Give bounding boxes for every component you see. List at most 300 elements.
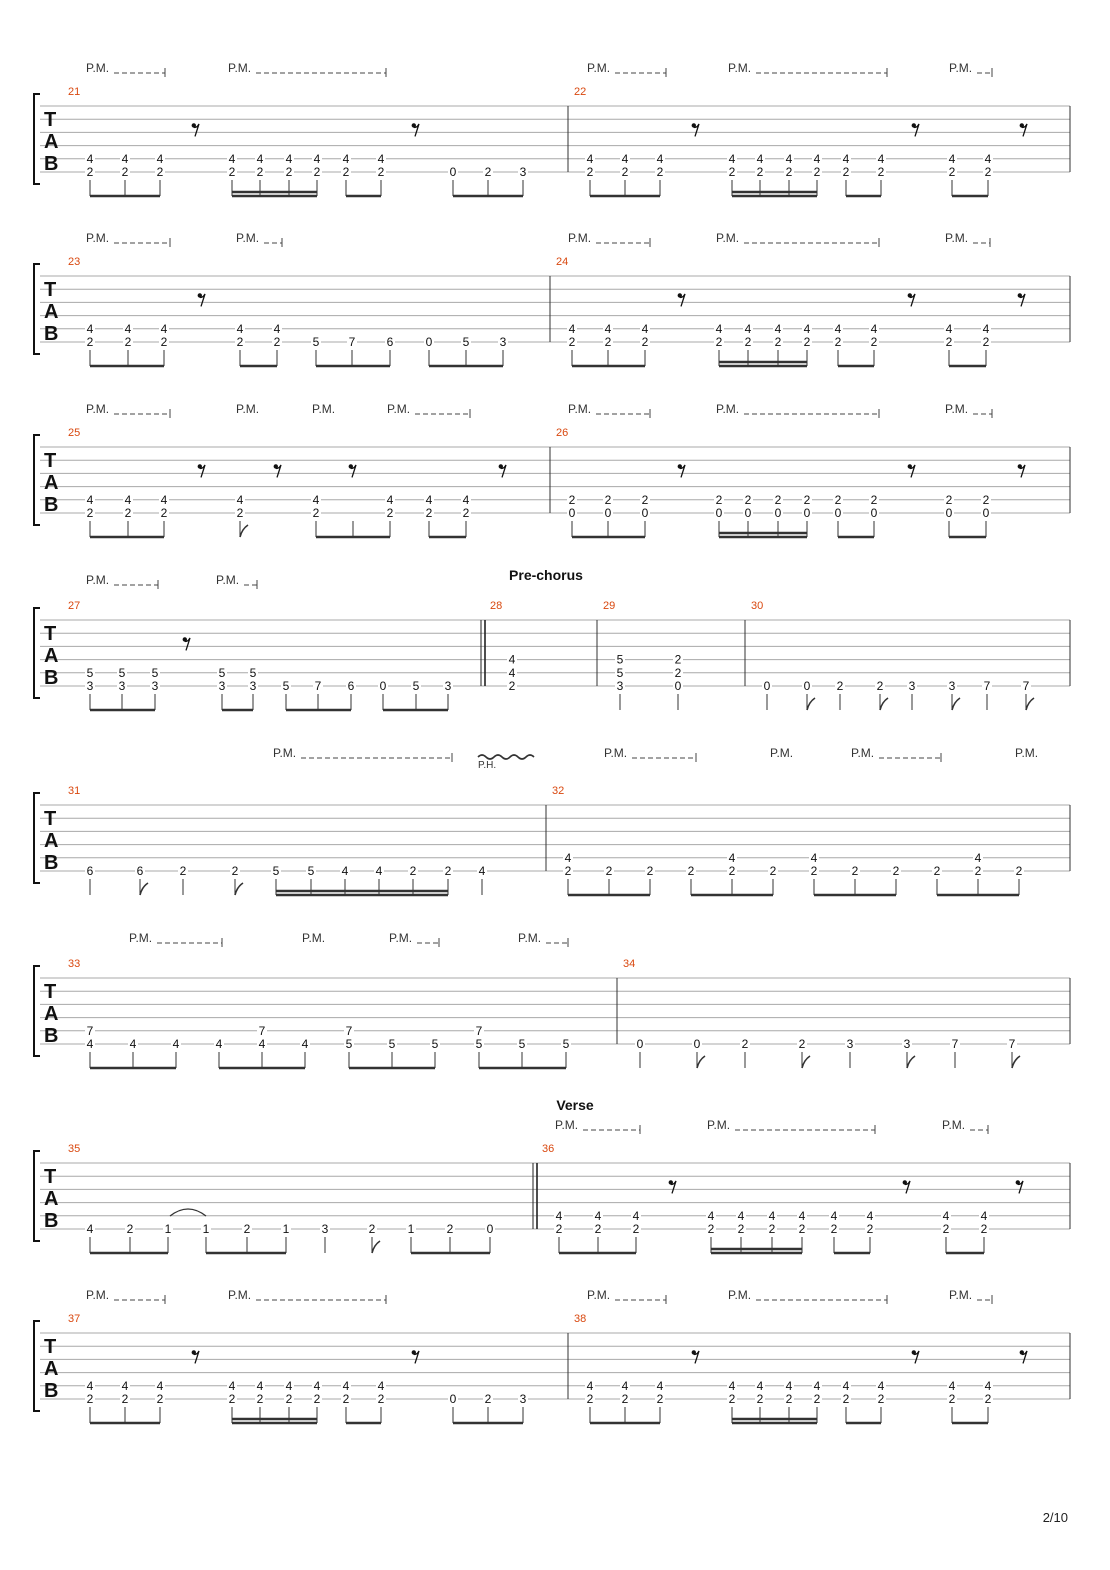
tab-fret-number: 4 [656,151,664,166]
tab-fret-number: 2 [285,165,293,179]
palm-mute-label: P.M. [568,231,592,245]
tab-fret-number: 2 [377,165,385,179]
tab-fret-number: 2 [768,1222,776,1236]
tab-fret-number: 4 [86,1037,94,1051]
palm-mute-label: P.M. [129,931,153,945]
tab-fret-number: 2 [586,1392,594,1406]
tab-fret-number: 3 [903,1037,911,1051]
tab-fret-number: 0 [604,506,612,520]
tab-fret-number: 2 [313,1392,321,1406]
tab-fret-number: 5 [282,679,290,693]
tab-fret-number: 0 [449,165,457,179]
tab-system [34,608,1070,710]
tab-fret-number: 4 [86,1378,94,1393]
tab-fret-number: 4 [737,1208,745,1223]
palm-mute-label: P.M. [86,402,110,416]
eighth-rest [349,464,356,477]
tab-fret-number: 2 [160,506,168,520]
tab-clef-letter: A [44,645,59,667]
tab-clef-letter: T [44,450,57,472]
tab-fret-number: 6 [347,679,355,693]
tab-fret-number: 3 [218,679,226,693]
tab-system [34,264,1070,366]
tab-fret-number: 4 [830,1208,838,1223]
tab-fret-number: 2 [744,492,752,507]
tab-clef-letter: B [44,852,59,874]
tab-fret-number: 2 [621,1392,629,1406]
tab-fret-number: 2 [632,1222,640,1236]
tab-fret-number: 2 [508,679,516,693]
note-flag [802,1056,810,1068]
tab-system [34,1321,1070,1423]
tab-fret-number: 4 [756,151,764,166]
tab-fret-number: 3 [908,679,916,693]
tab-fret-number: 4 [172,1037,180,1051]
tab-fret-number: 4 [785,1378,793,1393]
measure-number: 25 [68,427,81,439]
tab-fret-number: 4 [621,1378,629,1393]
tab-fret-number: 2 [810,864,818,878]
tab-fret-number: 4 [462,492,470,507]
tab-fret-number: 2 [674,652,682,667]
tab-fret-number: 5 [151,665,159,680]
tab-fret-number: 4 [160,492,168,507]
tab-fret-number: 2 [555,1222,563,1236]
tab-clef-letter: B [44,323,59,345]
tab-fret-number: 2 [86,1392,94,1406]
eighth-rest [912,1350,919,1363]
tab-fret-number: 2 [285,1392,293,1406]
eighth-rest [1018,464,1025,477]
tab-fret-number: 3 [86,679,94,693]
tab-fret-number: 4 [156,1378,164,1393]
tab-fret-number: 4 [744,321,752,336]
tab-fret-number: 4 [508,652,516,667]
tab-clef-letter: A [44,301,59,323]
tab-fret-number: 2 [836,679,844,693]
tab-fret-number: 4 [870,321,878,336]
palm-mute-label: P.M. [851,746,875,760]
tab-fret-number: 2 [377,1392,385,1406]
tab-clef-letter: A [44,1188,59,1210]
eighth-rest [198,464,205,477]
tab-fret-number: 2 [741,1037,749,1051]
palm-mute-label: P.M. [312,402,336,416]
eighth-rest [692,123,699,136]
tab-fret-number: 4 [842,151,850,166]
measure-number: 24 [556,256,569,268]
tab-clef-letter: T [44,808,57,830]
tab-fret-number: 2 [707,1222,715,1236]
tab-fret-number: 0 [641,506,649,520]
tab-fret-number: 4 [586,151,594,166]
tab-fret-number: 0 [568,506,576,520]
tab-fret-number: 2 [568,335,576,349]
tab-fret-number: 4 [564,850,572,865]
tab-fret-number: 5 [475,1037,483,1051]
tab-fret-number: 2 [342,1392,350,1406]
eighth-rest [412,1350,419,1363]
tab-clef-letter: A [44,1358,59,1380]
palm-mute-label: P.M. [86,573,110,587]
tab-fret-number: 4 [866,1208,874,1223]
tab-fret-number: 4 [656,1378,664,1393]
tab-fret-number: 4 [124,321,132,336]
tab-fret-number: 2 [228,165,236,179]
tab-fret-number: 4 [942,1208,950,1223]
system-bracket [34,608,40,698]
tab-fret-number: 5 [616,665,624,680]
page-number: 2/10 [1042,1510,1068,1525]
system-bracket [34,94,40,184]
tab-fret-number: 4 [236,492,244,507]
palm-mute-label: P.M. [236,402,260,416]
tab-fret-number: 2 [980,1222,988,1236]
tab-fret-number: 3 [519,165,527,179]
tab-fret-number: 4 [945,321,953,336]
tab-fret-number: 2 [737,1222,745,1236]
system-bracket [34,966,40,1056]
tab-fret-number: 1 [202,1222,210,1236]
tab-fret-number: 4 [785,151,793,166]
palm-mute-label: P.M. [86,61,110,75]
tab-fret-number: 4 [984,151,992,166]
palm-mute-label: P.M. [387,402,411,416]
system-bracket [34,1321,40,1411]
tab-fret-number: 4 [632,1208,640,1223]
tab-system [34,793,1070,895]
tab-fret-number: 3 [444,679,452,693]
tab-clef-letter: T [44,981,57,1003]
tab-fret-number: 5 [518,1037,526,1051]
tab-fret-number: 4 [478,864,486,878]
tab-fret-number: 4 [129,1037,137,1051]
tab-fret-number: 2 [641,335,649,349]
tab-fret-number: 2 [715,492,723,507]
tab-fret-number: 2 [728,165,736,179]
tab-fret-number: 7 [86,1023,94,1038]
tab-system [34,966,1070,1068]
tab-fret-number: 3 [499,335,507,349]
tab-clef-letter: B [44,1380,59,1402]
tab-fret-number: 0 [379,679,387,693]
tab-fret-number: 4 [342,1378,350,1393]
eighth-rest [192,1350,199,1363]
tab-fret-number: 2 [484,165,492,179]
tab-fret-number: 2 [866,1222,874,1236]
tab-fret-number: 5 [562,1037,570,1051]
tab-fret-number: 4 [798,1208,806,1223]
tab-fret-number: 7 [983,679,991,693]
measure-number: 36 [542,1143,555,1155]
tab-fret-number: 4 [715,321,723,336]
tab-fret-number: 2 [842,165,850,179]
tab-fret-number: 2 [409,864,417,878]
tab-fret-number: 2 [273,335,281,349]
tab-fret-number: 2 [870,492,878,507]
tab-fret-number: 4 [86,321,94,336]
tab-fret-number: 2 [256,1392,264,1406]
eighth-rest [1016,1180,1023,1193]
palm-mute-label: P.M. [945,402,969,416]
tab-fret-number: 4 [375,864,383,878]
tab-fret-number: 7 [475,1023,483,1038]
tab-fret-number: 2 [462,506,470,520]
tab-fret-number: 2 [774,335,782,349]
tab-fret-number: 2 [604,335,612,349]
tab-fret-number: 4 [568,321,576,336]
tab-fret-number: 0 [636,1037,644,1051]
palm-mute-label: P.M. [302,931,326,945]
note-flag [1012,1056,1020,1068]
tab-fret-number: 6 [136,864,144,878]
tab-fret-number: 0 [834,506,842,520]
section-title-pre-chorus: Pre-chorus [509,567,583,583]
palm-mute-label: P.M. [236,231,260,245]
tab-fret-number: 5 [388,1037,396,1051]
tab-fret-number: 2 [568,492,576,507]
tab-fret-number: 4 [228,151,236,166]
eighth-rest [499,464,506,477]
note-flag [140,883,148,895]
eighth-rest [678,464,685,477]
tab-fret-number: 4 [215,1037,223,1051]
tab-fret-number: 4 [121,151,129,166]
tab-clef-letter: T [44,1166,57,1188]
tab-fret-number: 2 [124,506,132,520]
tab-fret-number: 4 [604,321,612,336]
tab-fret-number: 4 [728,1378,736,1393]
tab-fret-number: 2 [945,492,953,507]
tab-fret-number: 3 [616,679,624,693]
tab-fret-number: 2 [386,506,394,520]
tab-fret-number: 5 [616,652,624,667]
tab-fret-number: 2 [674,665,682,680]
tab-clef-letter: B [44,1210,59,1232]
tab-fret-number: 2 [312,506,320,520]
tab-fret-number: 2 [313,165,321,179]
tab-fret-number: 4 [756,1378,764,1393]
note-flag [372,1241,380,1253]
note-flag [1026,698,1034,710]
tab-fret-number: 2 [834,335,842,349]
tab-fret-number: 2 [604,492,612,507]
tab-fret-number: 4 [877,1378,885,1393]
palm-mute-label: P.M. [568,402,592,416]
tab-fret-number: 2 [830,1222,838,1236]
tab-fret-number: 0 [870,506,878,520]
tab-fret-number: 5 [249,665,257,680]
tab-fret-number: 5 [431,1037,439,1051]
system-bracket [34,793,40,883]
tab-clef-letter: A [44,830,59,852]
tab-fret-number: 2 [877,1392,885,1406]
eighth-rest [1020,1350,1027,1363]
tab-clef-letter: T [44,109,57,131]
tab-fret-number: 2 [646,864,654,878]
tab-fret-number: 2 [982,335,990,349]
tab-clef-letter: A [44,1003,59,1025]
palm-mute-label: P.M. [949,1288,973,1302]
system-bracket [34,1151,40,1241]
palm-mute-label: P.M. [389,931,413,945]
tab-fret-number: 0 [774,506,782,520]
tab-fret-number: 2 [945,335,953,349]
tab-fret-number: 2 [877,165,885,179]
tab-fret-number: 2 [228,1392,236,1406]
tab-fret-number: 4 [728,850,736,865]
tab-fret-number: 2 [586,165,594,179]
tab-fret-number: 4 [555,1208,563,1223]
tab-fret-number: 0 [674,679,682,693]
measure-number: 33 [68,958,81,970]
measure-number: 32 [552,785,565,797]
tab-fret-number: 2 [728,1392,736,1406]
palm-mute-label: P.M. [228,1288,252,1302]
tab-fret-number: 4 [813,151,821,166]
tab-fret-number: 0 [803,506,811,520]
tab-fret-number: 2 [984,1392,992,1406]
note-flag [880,698,888,710]
tab-fret-number: 0 [982,506,990,520]
eighth-rest [183,637,190,650]
tab-fret-number: 3 [249,679,257,693]
tab-fret-number: 2 [798,1222,806,1236]
tab-fret-number: 2 [126,1222,134,1236]
tab-fret-number: 4 [980,1208,988,1223]
tab-fret-number: 2 [803,492,811,507]
tab-fret-number: 4 [377,151,385,166]
tab-fret-number: 2 [1015,864,1023,878]
tab-fret-number: 4 [707,1208,715,1223]
tab-fret-number: 2 [86,165,94,179]
eighth-rest [692,1350,699,1363]
tab-fret-number: 2 [728,864,736,878]
note-flag [807,698,815,710]
tab-fret-number: 5 [218,665,226,680]
tab-fret-number: 4 [586,1378,594,1393]
tab-fret-number: 4 [313,1378,321,1393]
measure-number: 21 [68,86,81,98]
tab-fret-number: 5 [312,335,320,349]
eighth-rest [1020,123,1027,136]
tab-fret-number: 2 [121,165,129,179]
tab-fret-number: 2 [86,335,94,349]
palm-mute-label: P.M. [86,1288,110,1302]
palm-mute-label: P.M. [587,61,611,75]
eighth-rest [274,464,281,477]
tab-fret-number: 2 [769,864,777,878]
tab-fret-number: 4 [285,151,293,166]
tab-fret-number: 1 [164,1222,172,1236]
tab-fret-number: 5 [86,665,94,680]
tab-fret-number: 2 [121,1392,129,1406]
tab-clef-letter: T [44,1336,57,1358]
eighth-rest [412,123,419,136]
palm-mute-label: P.M. [228,61,252,75]
tab-fret-number: 2 [851,864,859,878]
tab-fret-number: 2 [798,1037,806,1051]
tab-fret-number: 2 [948,1392,956,1406]
tab-fret-number: 4 [228,1378,236,1393]
tab-fret-number: 2 [813,1392,821,1406]
tab-fret-number: 3 [118,679,126,693]
tab-fret-number: 2 [156,165,164,179]
measure-number: 37 [68,1313,81,1325]
tab-fret-number: 2 [870,335,878,349]
tab-fret-number: 2 [756,1392,764,1406]
tab-fret-number: 2 [803,335,811,349]
tab-fret-number: 2 [236,335,244,349]
tie-arc [170,1209,206,1216]
tab-fret-number: 2 [982,492,990,507]
tab-fret-number: 0 [449,1392,457,1406]
tab-fret-number: 4 [301,1037,309,1051]
tab-fret-number: 4 [160,321,168,336]
tab-fret-number: 0 [425,335,433,349]
palm-mute-label: P.M. [949,61,973,75]
tab-fret-number: 4 [285,1378,293,1393]
tab-fret-number: 5 [412,679,420,693]
tab-fret-number: 4 [508,665,516,680]
tab-fret-number: 2 [484,1392,492,1406]
measure-number: 27 [68,600,81,612]
tab-fret-number: 6 [86,864,94,878]
tab-fret-number: 4 [834,321,842,336]
note-flag [952,698,960,710]
tab-fret-number: 2 [446,1222,454,1236]
tab-fret-number: 2 [656,165,664,179]
tab-fret-number: 2 [342,165,350,179]
note-flag [235,883,243,895]
tab-fret-number: 2 [715,335,723,349]
tab-clef-letter: T [44,279,57,301]
tab-fret-number: 2 [243,1222,251,1236]
tab-fret-number: 2 [892,864,900,878]
palm-mute-label: P.M. [728,61,752,75]
tab-fret-number: 4 [341,864,349,878]
tab-fret-number: 4 [121,1378,129,1393]
tab-fret-number: 7 [1008,1037,1016,1051]
tab-fret-number: 3 [321,1222,329,1236]
tab-fret-number: 3 [151,679,159,693]
tab-fret-number: 4 [258,1037,266,1051]
eighth-rest [908,464,915,477]
tab-fret-number: 2 [834,492,842,507]
tab-fret-number: 2 [179,864,187,878]
measure-number: 29 [603,600,616,612]
palm-mute-label: P.M. [942,1118,966,1132]
tab-system [34,94,1070,196]
tab-fret-number: 4 [236,321,244,336]
note-flag [240,525,248,537]
tab-clef-letter: B [44,494,59,516]
system-bracket [34,264,40,354]
note-flag [697,1056,705,1068]
tab-fret-number: 2 [86,506,94,520]
tab-fret-number: 1 [407,1222,415,1236]
tab-fret-number: 2 [744,335,752,349]
tab-fret-number: 0 [715,506,723,520]
measure-number: 23 [68,256,81,268]
measure-number: 30 [751,600,764,612]
tab-fret-number: 2 [594,1222,602,1236]
tab-fret-number: 2 [124,335,132,349]
tab-fret-number: 2 [444,864,452,878]
tab-fret-number: 7 [345,1023,353,1038]
palm-mute-label: P.M. [770,746,794,760]
note-flag [907,1056,915,1068]
